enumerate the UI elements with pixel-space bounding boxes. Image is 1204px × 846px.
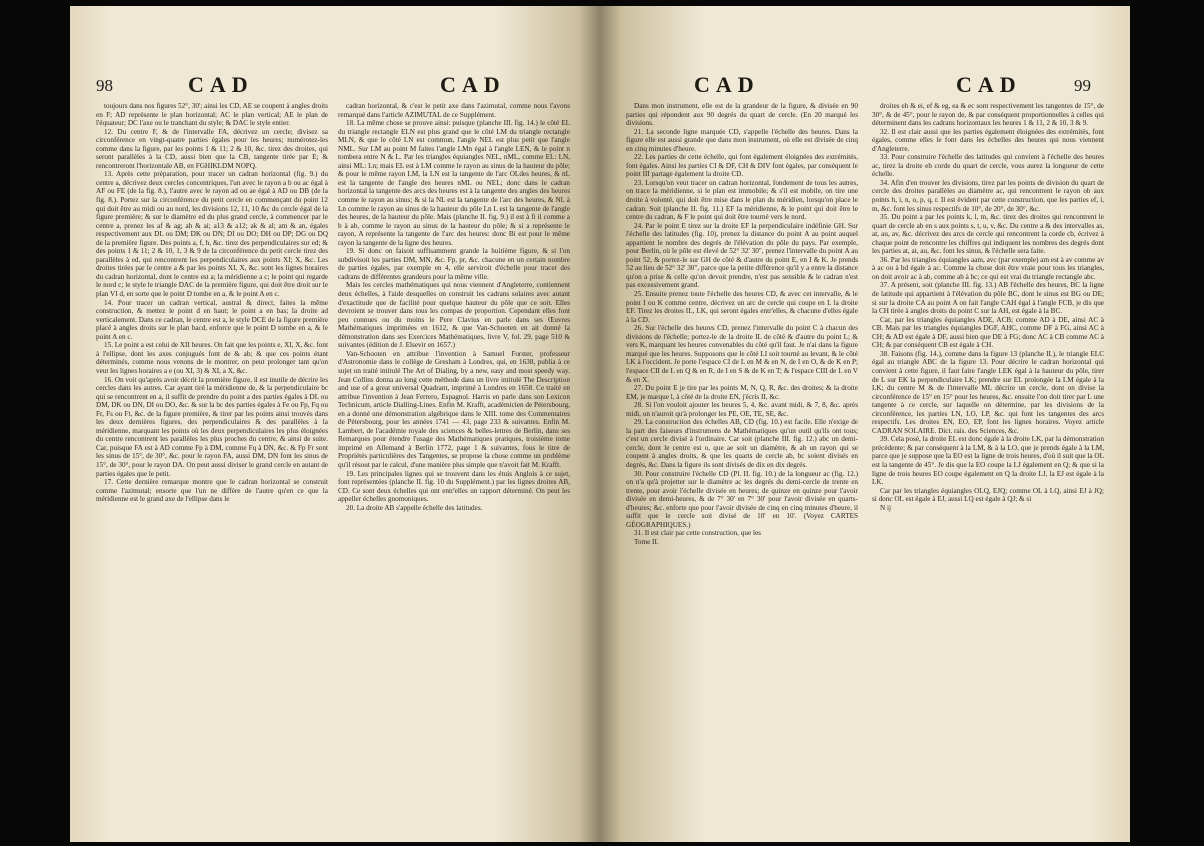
paragraph: 19. Les principales lignes qui se trouvent dans les étuis Anglois à ce sujet, font représentées (planche II. fig. 10 du Supplément.) par les lignes droites AB, CD. Ce sont deux échelles qui ont entr'elles un rapport déterminé. On peut les appeller échelles gnomoniques. <box>338 469 570 504</box>
paragraph: 23. Lorsqu'on veut tracer un cadran horizontal, fondement de tous les autres, on trace la méridienne, si le plan est immobile; & s'il est mobile, on tire une droite à volonté, qui doit être mise dans le plan du méridien, lorsqu'on place le cadran. Soit (planche II. fig. 11.) EF la méridienne, & le point qui doit être le centre du cadran, & F le point qui doit être tourné vers le nord. <box>626 178 858 222</box>
paragraph: 18. La même chose se prouve ainsi: puisque (planche III. fig. 14.) le côté EL du triangle rectangle ELN est plus grand que le côté LM du triangle rectangle MLN, & que le côté LN est commun, l'angle NEL est plus petit que l'angle NML. Sur LM au point M faites l'angle LMn égal à l'angle LEN, & le point n tombera entre N & L. Par les triangles équiangles NEL, nML, comme EL: LN, ainsi ML: Ln; mais EL est à LM comme le rayon au sinus de la hauteur du pôle; & pour le même rayon LM, la LN est la tangente de l'arc OLdes heures, & nL est la tangente de l'angle des heures nML ou NEL; donc dans le cadran horizontal la tangente des arcs des heures est à la tangente des angles des heures comme le rayon au sinus; & si la NL est la tangente de l'arc des heures, & NL à Ln comme le rayon au sinus de la hauteur du pôle Ln L est la tangente de l'angle des heures, de la hauteur du pôle. Mais (planche II. fig. 9.) il est à fi il comme a b à ab, comme le rayon au sinus de la hauteur du pôle; & si a représente le rayon, A représente la tangente de l'arc des heures: donc Bi est pour le même rayon la tangente de la ligne des heures. <box>338 119 570 247</box>
paragraph: Van-Schooten en attribue l'invention à Samuel Forster, professeur d'Astronomie dans le collège de Gresham à Londres, qui, en 1638, publia à ce sujet un traité intitulé The Art of Dialing, by a new, easy and most speedy way. Jean Collins donna au long cette méthode dans un livre intitulé The Description and use of a great universal Quadrant, imprimé à Londres en 1658. Ce traité en attribue l'invention à Jean Ferrero, Espagnol. Harris en parle dans son Lexicon Technicum, article Dialling-Lines. Enfin M. Krafft, académicien de Pétersbourg, en a donné une démonstration algébrique dans le XIII. tome des Commentaires de Pétersbourg, pour les années 1741 — 43, page 233 & suivantes. Enfin M. Lambert, de l'académie royale des sciences & belles-lettres de Berlin, dans ses Remarques pour étendre l'usage des Mathématiques pratiques, troisième tome imprimé en Allemand à Berlin 1772, page 1 & suivantes, fous le titre de Propriétés particulières des Tangentes, se propose la chose comme un problème qu'il résout par le calcul, d'une manière plus simple que n'avoit fait M. Krafft. <box>338 349 570 469</box>
paragraph: 33. Pour construire l'échelle des latitudes qui convient à l'échelle des heures ac, tirez la droite eb corde du quart de cercle, vous aurez la longueur de cette échelle. <box>872 153 1104 179</box>
paragraph: 16. On voit qu'après avoir décrit la première figure, il est inutile de décrire les cercles dans les autres. Car ayant tiré la méridienne de, & la perpendiculaire bc qui se rencontrent en a, il suffit de prendre du point a des parties égales à DL ou DM, DK ou DN, DI ou DO, &c. & sur la bc des parties égales à Fe ou Fp, Fq ou Fr, Fs ou Ft, &c. de la figure première, & tirer par les points ainsi trouvés dans les deux dernières figures, des perpendiculaires & des parallèles à la méridienne, marquant les points où les deux perpendiculaires les plus éloignées du centre rencontrent les parallèles les plus proches du centre, & ainsi de suite. Car, puisque FA est à AD comme Fp à DM, comme Fq à DN, &c. & Fp Fr sont les sinus de 15°, de 30°, &c. pour le rayon FA, aussi DM, DN font les sinus de 15°, de 30°, pour le rayon DA. On peut aussi diviser le grand cercle en autant de parties égales que le petit. <box>96 375 328 478</box>
paragraph: 35. Du point a par les points k, l, m, &c. tirez des droites qui rencontrent le quart de cercle ab en s aux points s, t, u, v, &c. Du centre a & des intervalles as, at, au, av, &c. décrivez des arcs de cercle qui rencontrent la corde cb, écrivez à chaque point de rencontre les chiffres qui indiquent les nombres des degrés dont les parties at, at, au, &c. font les sinus, & l'échelle sera faite. <box>872 213 1104 256</box>
paragraph: 12. Du centre F, & de l'intervalle FA, décrivez un cercle; divisez sa circonférence en vingt-quatre parties égales pour les heures; numérotez-les comme dans la figure, par les points 1 & 11; 2 & 10, &c. tirez des droites, qui seront parallèles à la CD, aussi bien que la CB, tangente tirée par E; & rencontreront l'horizontale AB, en FGHIKLDM NOPQ. <box>96 127 328 170</box>
right-page-number: 99 <box>1074 76 1091 95</box>
right-page-header-1: CAD <box>694 72 760 97</box>
paragraph: Mais les cercles mathématiques qui nous viennent d'Angleterre, contiennent deux échelles, à l'aide desquelles on construit les cadrans solaires avec autant d'exactitude que de facilité pour quelque hauteur du pôle que ce soit. Elles devroient se trouver dans tous les compas de proportion. Cependant elles font peu connues ou du moins le Pere Clavius en parle dans ses Œuvres Mathématiques imprimées en 1612, & que Van-Schooten en ait donné la démonstration dans ses Exercices Mathématiques, livre V, fol. 29, page 510 & suivantes (édition de J. Elsevir en 1657.) <box>338 281 570 350</box>
paragraph: 37. A présent, soit (planche III. fig. 13.) AB l'échelle des heures, BC la ligne de latitude qui appartient à l'élévation du pôle BC, dont le sinus est BG ou DE; si sur la droite CA au point A on fait l'angle CAH égal à l'angle FCB, je dis que la CH tirée à angles droits du point C sur la AH, est égale à la BC. <box>872 281 1104 316</box>
paragraph: 22. Les parties de cette échelle, qui font également éloignées des extrémités, font égales. Ainsi les parties CI & DF, CH & DIV font égales, par conséquent le point III partage également la droite CD. <box>626 153 858 179</box>
left-page <box>70 6 600 842</box>
right-page-column-2 <box>872 102 1104 832</box>
paragraph: 30. Pour construire l'échelle CD (Pl. II. fig. 10.) de la longueur ac (fig. 12.) on n'a qu'à projetter sur le diamètre ac les degrés du demi-cercle de trente en trente, pour avoir l'échelle divisée en heures; de quinze en quinze pour l'avoir divisée en demi-heures, & de 7° 30' en 7° 30' pour l'avoir divisée en quarts-d'heures; &c. enforte que pour l'avoir divisée de cinq en cinq minutes d'heure, il suffit que le cercle soit divisé de 10' en 10'. (Voyez CARTES GÉOGRAPHIQUES.) <box>626 469 858 529</box>
paragraph: Tome II. <box>634 537 659 546</box>
paragraph: N ij <box>880 503 891 512</box>
right-page-header-2: CAD <box>956 72 1022 97</box>
paragraph: 14. Pour tracer un cadran vertical, austral & direct, faites la même construction, & mettez le point d en haut; le point a en bas; la droite ad verticalement. Dans ce cadran, le centre est a, le style DCE de la figure première placé à angles droits sur le plan bacd, enforce que le point D tombe en a, & le point A en c. <box>96 298 328 341</box>
paragraph: 25. Ensuite prenez toute l'échelle des heures CD, & avec cet intervalle, & le point I ou K comme centre, décrivez un arc de cercle qui coupe en L la droite EF. Tirez les droites IL, LK, qui seront égales entr'elles, & chacune d'elles égale à la CD. <box>626 290 858 324</box>
paragraph: 15. Le point a est celui de XII heures. On fait que les points e, XI, X, &c. font à l'ellipse, dont les axes conjugués font de & ab; & que ces points étant déterminés, comme nous venons de le montrer, on peut prolonger tant qu'on veut les lignes horaires a e (ou XI, 3) & XI, a X, &c. <box>96 341 328 375</box>
right-page-column-1 <box>626 102 858 832</box>
paragraph: 34. Afin d'en trouver les divisions, tirez par les points de division du quart de cercle des droites parallèles au diamètre ac, qui rencontrent le rayon ob aux points h, i, n, o, p, q, r. Il est évident par cette construction, que les parties ef, i, m, &c. font les sinus respectifs de 10°, de 20°, de 30°, &c. <box>872 178 1104 213</box>
paragraph: Dans mon instrument, elle est de la grandeur de la figure, & divisée en 90 parties qui répondent aux 90 degrés du quart de cercle. (En 20 marqué les divisions. <box>626 102 858 128</box>
paragraph: 36. Par les triangles équiangles aam, avc (par exemple) am est à av comme av à ac ou à bd égale à ac. Comme la chose doit être vraie pour tous les triangles, on doit avoir ac à ab, comme ab à bc; ce qui est vrai du triangle rectangle abc. <box>872 255 1104 281</box>
paragraph: 32. Il est clair aussi que les parties également éloignées des extrémités, font égales, comme elles le font dans les échelles des heures qui nous viennent d'Angleterre. <box>872 127 1104 153</box>
paragraph: 39. Cela posé, la droite EL est donc égale à la droite LK, par la démonstration précédente; & par conséquent à la LM, & à la LO, que je prends égale à la LM, parce que je suppose que la EO est la ligne de trois heures, d'où il suit que la OL est la tangente de 45°. Je dis que la EO coupe la LJ également en Q; & que si la ligne de trois heures EO coupe également en Q la droite LJ, la EJ est égale à la LK. <box>872 435 1104 487</box>
paragraph: cadran horizontal, & c'est le petit axe dans l'azimutal, comme nous l'avons remarqué dans l'article AZIMUTAL de ce Supplément. <box>338 102 570 119</box>
paragraph: 17. Cette dernière remarque montre que le cadran horizontal se construit comme l'azimutal; ensorte que l'un ne diffère de l'autre qu'en ce que la méridienne est le grand axe de l'ellipse dans le <box>96 478 328 504</box>
open-book <box>70 6 1130 842</box>
paragraph: 27. Du point E je tire par les points M, N, Q, R, &c. des droites; & la droite EM, je marque l, à côté de la droite EN, j'écris II, &c. <box>626 384 858 401</box>
left-page-column-1 <box>96 102 328 832</box>
paragraph: Car par les triangles équiangles OLQ, EJQ; comme OL à LQ, ainsi EJ à JQ; si donc OL est égale à EJ, aussi LQ est égale à QJ; & si <box>872 486 1104 504</box>
paragraph: droites eh & ei, ef & eg, ea & ec sont respectivement les tangentes de 15°, de 30°, & de 45°, pour le rayon de, & par conséquent proportionnelles à celles qui déterminent dans les cadrans horizontaux les heures 1 & 11, 2 & 10, 3 & 9. <box>872 102 1104 128</box>
paragraph: 19. Si donc on faisoit suffisamment grande la huitième figure, & si l'on subdivisoit les parties DM, MN, &c. Fp, pr, &c. chacune en un certain nombre de parties égales, par exemple en 4, elle serviroit d'échelle pour tracer des cadrans de différentes grandeurs pour la même ville. <box>338 247 570 281</box>
paragraph: Car, par les triangles équiangles ADE, ACB; comme AD à DE, ainsi AC à CB. Mais par les triangles équiangles DGF, AHC, comme DF à FG, ainsi AC à CH; & AD est égale à DF, aussi bien que DE à FG; donc AC à CB comme AC à CH; & par conséquent CB est égale à CH. <box>872 315 1104 350</box>
left-page-header-1: CAD <box>188 72 254 97</box>
left-page-header-2: CAD <box>440 72 506 97</box>
paragraph: 13. Après cette préparation, pour tracer un cadran horizontal (fig. 9.) du centre a, décrivez deux cercles concentriques, l'un avec le rayon a b ou ac égal à AF ou FE (de la fig. 8.), l'autre avec le rayon ad ou ae égal à AD ou DB (de la fig. 8.). Portez sur la circonférence du petit cercle en commençant du point 12 qui doit être au midi ou au nord, les divisions 12, 11, 10 &c du cercle égal de la figure première; & sur le diamètre ed du plus grand cercle, à commencer par le centre a, prenez les af & ag; ah & ai; a13 & a12; ak & al; am & an, égales respectivement aux DL ou DM; DK ou DN; DI ou DO; DH ou DP; DG ou DQ de la première figure. Des points a, f, h, &c. tirez des perpendiculaires sur ed; & des points 1 & 11; 2 & 10, 1, 3 & 9 de la circonférence du petit cercle tirez des parallèles à ed, qui rencontrent les perpendiculaires aux points XI; X, &c. Les droites tirées par le centre a & par les points XI, X, &c. sont les lignes horaires du cadran horizontal, dont le centre est a; la méridienne a c; le point qui regarde le nord c; le style le triangle DAC de la première figure, qui doit être droit sur le plan VI d, en sorte que le point D tombe en a, & le point A en c. <box>96 170 328 299</box>
right-page <box>600 6 1130 842</box>
paragraph: 28. Si l'on vouloit ajouter les heures 5, 4, &c. avant midi, & 7, 8, &c. après midi, on n'auroit qu'à prolonger les PE, OE, TE, SE, &c. <box>626 401 858 418</box>
left-page-column-2 <box>338 102 570 832</box>
paragraph: 31. Il est clair par cette construction, que les <box>634 529 761 538</box>
paragraph: toujours dans nos figures 52°, 30'; ainsi les CD, AE se coupent à angles droits en F; AD représente le plan horizontal; AC le plan vertical; AE le plan de l'équateur; DC l'axe ou le tranchant du style; & DAC le style entier. <box>96 102 328 128</box>
paragraph: 21. La seconde ligne marquée CD, s'appelle l'échelle des heures. Dans la figure elle est aussi grande que dans mon instrument, où elle est divisée de cinq en cinq minutes d'heure. <box>626 127 858 153</box>
left-page-number: 98 <box>96 76 113 95</box>
paragraph: 20. La droite AB s'appelle échelle des latitudes. <box>346 503 483 512</box>
paragraph: 38. Faisons (fig. 14.), comme dans la figure 13 (planche II.), le triangle ELC égal au triangle ABC de la figure 13. Pour décrire le cadran horizontal qui convient à cette figure, il faut faire l'angle LEK égal à la hauteur du pôle, tirer de L sur EK la perpendiculaire LK; prendre sur EL prolongée la LM égale à la LK; du centre M & de l'intervalle ML décrire un cercle, dont on divise la circonférence de 15° en 15° pour les heures, &c. ensuite l'on doit tirer par L une tangente à ce cercle, sur laquelle on détermine, par les divisions de la circonférence, les parties LN, LO, LP, &c. qui font les tangentes des arcs respectifs. Les droites EN, EO, EP, font les lignes horaires. Voyez article CADRAN SOLAIRE. Dict. rais. des Sciences, &c. <box>872 349 1104 435</box>
paragraph: 26. Sur l'échelle des heures CD, prenez l'intervalle du point C à chacun des divisions de l'échelle; portez-le de la droite IL de côté & d'autre du point L; & vers K, marquant les heures convenables du côté qu'il faut. Je n'ai dans la figure marqué que les heures. Supposons que le côté LI soit tourné au levant, & le côté LK à l'occident. Je porte l'espace CI de L en M & en N, de I en O, & de K en P; l'espace CII de L en Q & en R, de I en S & de K en T; & l'espace CIII de L en V & en X. <box>626 324 858 384</box>
paragraph: 24. Par le point E tirez sur la droite EF la perpendiculaire indéfinie GH. Sur l'échelle des latitudes (fig. 10), prenez la distance du point A au point auquel appartient le nombre des degrés de l'élévation du pôle du pays. Par exemple, pour Berlin, où le pôle est élevé de 52° 32' 30", prenez l'intervalle du point A au point 52, & portez-le sur GH de côté & d'autre du point E, en I & K. Je prends 52 au lieu de 52° 32' 30", parce que la petite différence qu'il y a entre la distance qu'on a prise & celle qu'on devoit prendre, n'est pas sensible & le cadran n'est pas excessivement grand. <box>626 221 858 290</box>
paragraph: 29. La construction des échelles AB, CD (fig. 10.) est facile. Elle n'exige de la part des faiseurs d'instrumens de Mathématiques qu'un outil qu'ils ont tous; c'est un cercle divisé à l'ordinaire. Car soit (planche III. fig. 12.) abc un demi-cercle, dont le centre est o, que ae soit un diamètre, & ab un rayon qui se coupent à angles droits, & que les quarts de cercle ab, bc soient divisés en degrés, &c. Dans la figure ils sont divisés de dix en dix degrés. <box>626 418 858 469</box>
